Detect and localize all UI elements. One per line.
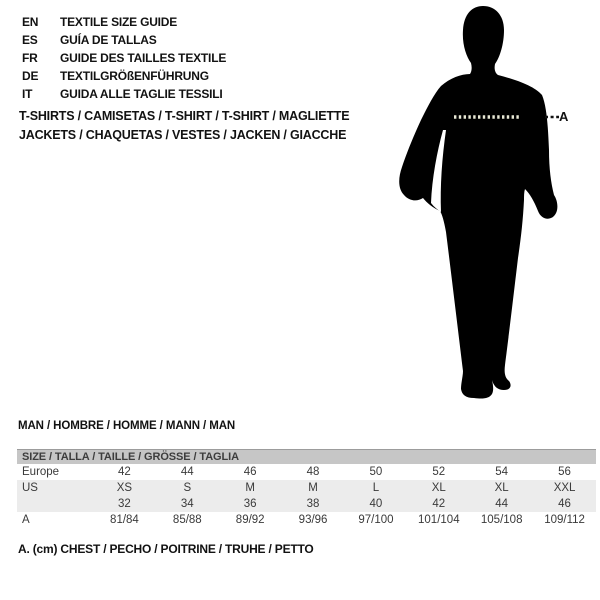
lang-row-es (22, 31, 226, 49)
lang-row-de (22, 67, 226, 85)
size-table-header: SIZE / TALLA / TAILLE / GRÖSSE / TAGLIA (17, 449, 596, 464)
section-title-man: MAN / HOMBRE / HOMME / MANN / MAN (18, 420, 236, 432)
size-cell: XS (116, 482, 133, 494)
garment-category (19, 107, 349, 144)
size-cell: 85/88 (172, 514, 202, 526)
footnote-chest: A. (cm) CHEST / PECHO / POITRINE / TRUHE / PETTO (18, 542, 314, 556)
lang-row-it (22, 85, 226, 103)
lang-label: GUIDE DES TAILLES TEXTILE (60, 51, 227, 65)
lang-code: FR (22, 51, 38, 65)
lang-row-en (22, 13, 226, 31)
lang-label: GUÍA DE TALLAS (60, 33, 157, 47)
size-cell: 32 (118, 498, 131, 510)
size-cell: 54 (495, 466, 509, 478)
language-guide-list (22, 13, 226, 103)
table-row-chest-a (17, 512, 596, 528)
size-cell: L (372, 482, 380, 494)
lang-code: ES (22, 33, 38, 47)
lang-code: DE (22, 69, 39, 83)
size-cell: 42 (118, 466, 131, 478)
size-cell: 89/92 (235, 514, 265, 526)
man-silhouette (399, 6, 557, 399)
size-cell: 34 (180, 498, 194, 510)
lang-label: TEXTILGRÖßENFÜHRUNG (60, 69, 209, 83)
size-cell: 36 (243, 498, 257, 510)
size-cell: 44 (180, 466, 194, 478)
row-label: A (22, 514, 30, 526)
size-cell: 93/96 (298, 514, 328, 526)
row-label: US (22, 482, 38, 494)
size-cell: 50 (369, 466, 383, 478)
size-cell: 56 (558, 466, 571, 478)
size-cell: 40 (369, 498, 383, 510)
table-row-us (17, 480, 596, 496)
size-table (17, 449, 596, 528)
size-cell: 46 (558, 498, 571, 510)
lang-row-fr (22, 49, 226, 67)
size-cell: 105/108 (480, 514, 523, 526)
lang-code: IT (22, 87, 33, 101)
table-row-europe (17, 464, 596, 480)
lang-label: TEXTILE SIZE GUIDE (60, 15, 178, 29)
size-cell: XL (431, 482, 446, 494)
size-cell: XXL (553, 482, 576, 494)
size-cell: 97/100 (358, 514, 394, 526)
arm-body-gap (431, 130, 446, 212)
lang-label: GUIDA ALLE TAGLIE TESSILI (60, 87, 223, 101)
size-cell: 42 (432, 498, 446, 510)
size-cell: M (308, 482, 318, 494)
size-cell: 109/112 (544, 514, 585, 526)
size-cell: 81/84 (110, 514, 139, 526)
size-cell: 46 (243, 466, 257, 478)
size-cell: M (245, 482, 255, 494)
table-row-uk (17, 496, 596, 512)
measure-label-a: A (559, 109, 569, 124)
size-cell: XL (494, 482, 509, 494)
size-cell: S (183, 482, 192, 494)
size-cell: 38 (306, 498, 320, 510)
category-line-tshirts: T-SHIRTS / CAMISETAS / T-SHIRT / T-SHIRT / MAGLIETTE (19, 109, 350, 123)
lang-code: EN (22, 15, 39, 29)
size-cell: 52 (432, 466, 446, 478)
size-cell: 44 (495, 498, 509, 510)
row-label: Europe (22, 466, 60, 478)
category-line-jackets: JACKETS / CHAQUETAS / VESTES / JACKEN / GIACCHE (19, 127, 347, 142)
size-cell: 101/104 (418, 514, 460, 526)
size-cell: 48 (306, 466, 320, 478)
